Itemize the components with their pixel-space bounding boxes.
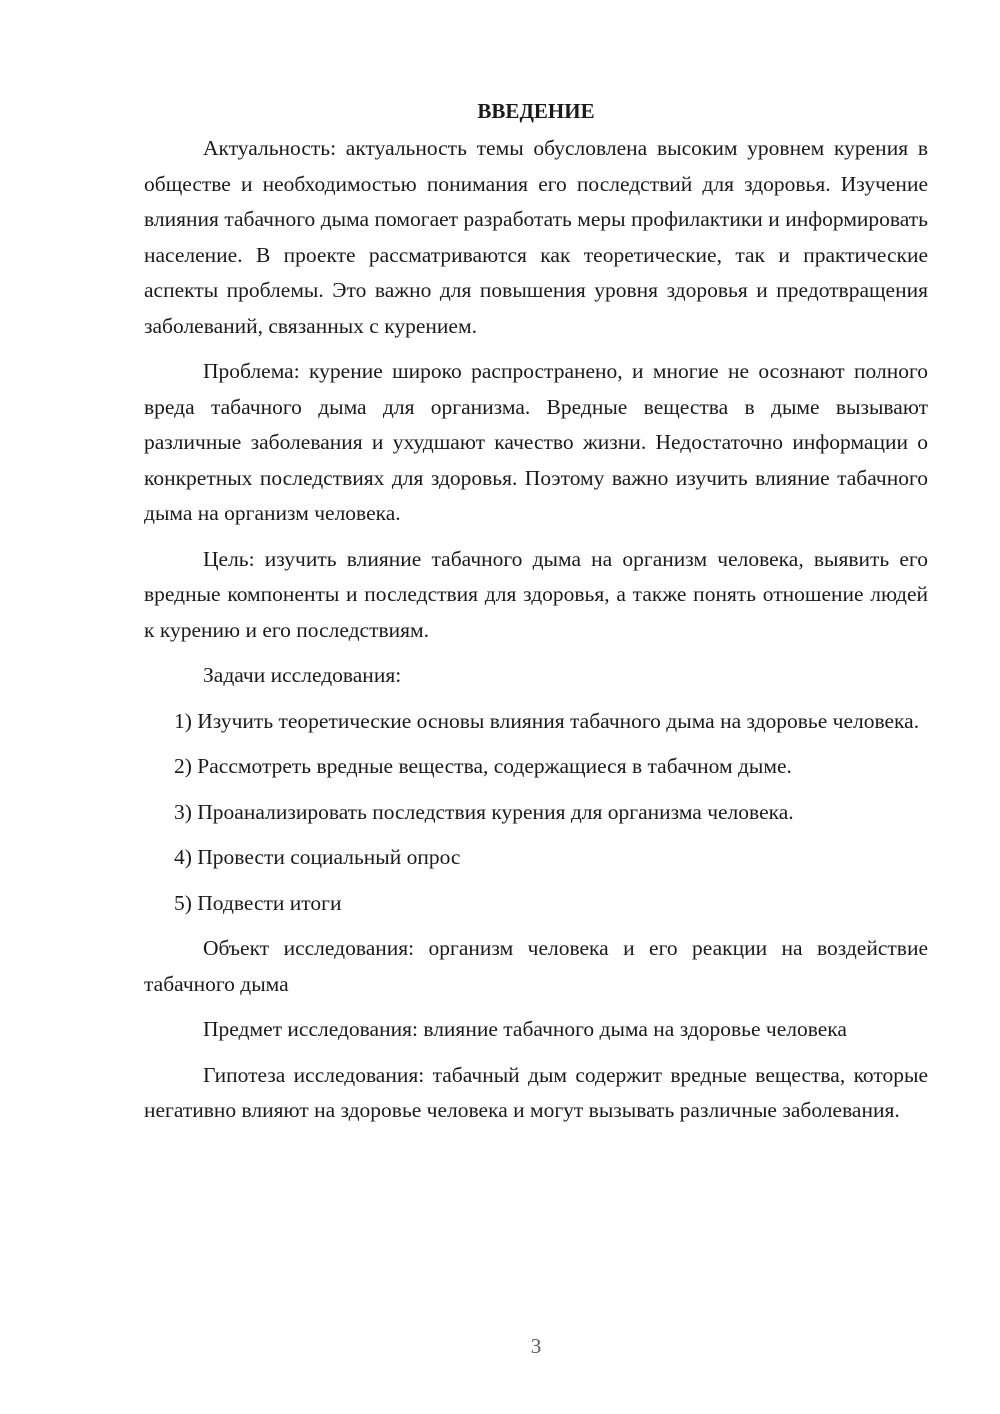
page-content [144,96,928,1139]
object-paragraph: Объект исследования: организм человека и его реакции на воздействие табачного дыма [144,936,928,996]
problem-paragraph: Проблема: курение широко распространено, и многие не осознают полного вреда табачного дыма для организма. Вредные вещества в дыме вызывают различные заболевания и ухудшают качество жизни. Недостаточно информации о конкретных последствиях для здоровья. Поэтому важно изучить влияние табачного дыма на организм человека. [144,359,928,525]
task-item-3: 3) Проанализировать последствия курения для организма человека. [174,799,794,824]
task-item-4: 4) Провести социальный опрос [174,845,461,869]
page-number: 3 [530,1334,542,1358]
task-item-5: 5) Подвести итоги [174,890,342,915]
goal-paragraph: Цель: изучить влияние табачного дыма на организм человека, выявить его вредные компоненты и последствия для здоровья, а также понять отношение людей к курению и его последствиям. [144,546,928,642]
hypothesis-paragraph: Гипотеза исследования: табачный дым содержит вредные вещества, которые негативно влияют на здоровье человека и могут вызывать различные заболевания. [144,1062,928,1122]
subject-paragraph: Предмет исследования: влияние табачного дыма на здоровье человека [203,1017,847,1041]
relevance-paragraph: Актуальность: актуальность темы обусловлена высоким уровнем курения в обществе и необходимостью понимания его последствий для здоровья. Изучение влияния табачного дыма помогает разработать меры профилактики и информировать население. В проекте рассматриваются как теоретические, так и практические аспекты проблемы. Это важно для повышения уровня здоровья и предотвращения заболеваний, связанных с курением. [144,136,928,338]
page-title: ВВЕДЕНИЕ [477,99,595,123]
task-item-1: 1) Изучить теоретические основы влияния табачного дыма на здоровье человека. [174,708,920,733]
task-item-2: 2) Рассмотреть вредные вещества, содержащиеся в табачном дыме. [174,754,792,778]
tasks-heading: Задачи исследования: [203,663,402,687]
